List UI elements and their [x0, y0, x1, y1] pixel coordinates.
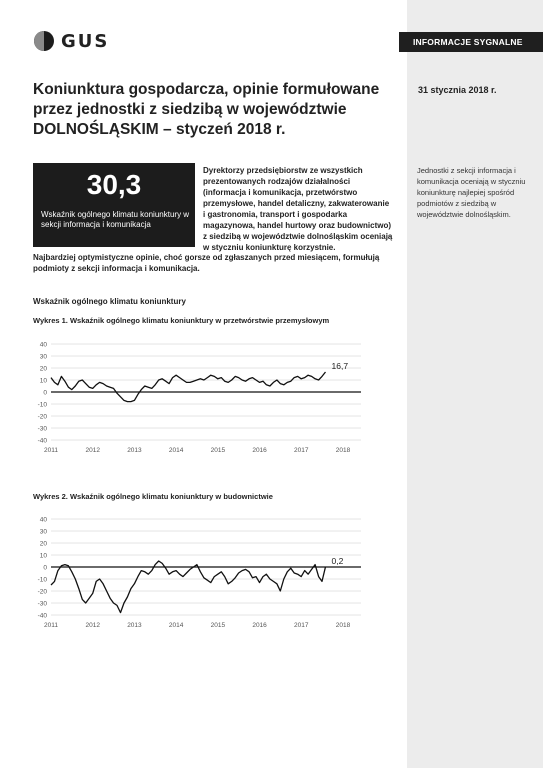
y-tick-label: -30 [37, 600, 47, 608]
sidebar-panel [407, 0, 543, 768]
kpi-box [33, 163, 195, 247]
x-tick-label: 2014 [168, 622, 184, 629]
y-tick-label: 10 [39, 552, 47, 560]
y-tick-label: -10 [37, 401, 47, 409]
chart-title: Wykres 1. Wskaźnik ogólnego klimatu koniunktury w przetwórstwie przemysłowym [33, 316, 330, 325]
y-tick-label: -10 [37, 576, 47, 584]
y-tick-label: 0 [43, 564, 47, 572]
intro-paragraph-2: Najbardziej optymistyczne opinie, choć gorsze od zgłaszanych przed miesiącem, formułują podmioty z sekcji informacja i komunikacja. [33, 253, 380, 273]
kpi-label: Wskaźnik ogólnego klimatu koniunktury w sekcji informacja i komunikacja [41, 210, 190, 229]
x-tick-label: 2017 [294, 447, 309, 454]
title-line: Koniunktura gospodarcza, opinie formułowane [33, 81, 380, 98]
y-tick-label: 40 [39, 516, 47, 524]
kpi-value: 30,3 [86, 169, 142, 200]
y-tick-label: 30 [39, 353, 47, 361]
logo-text: GUS [61, 30, 110, 52]
series-line [51, 372, 326, 402]
y-tick-label: 20 [39, 365, 47, 373]
end-value-label: 16,7 [331, 360, 349, 371]
x-tick-label: 2015 [210, 622, 226, 629]
y-tick-label: 0 [43, 389, 47, 397]
x-tick-label: 2011 [44, 622, 58, 629]
section-tag: INFORMACJE SYGNALNE [399, 32, 543, 52]
x-tick-label: 2011 [44, 447, 58, 454]
y-tick-label: -20 [37, 413, 47, 421]
y-tick-label: -20 [37, 588, 47, 596]
y-tick-label: -40 [37, 612, 47, 620]
chart-title: Wykres 2. Wskaźnik ogólnego klimatu koniunktury w budownictwie [33, 492, 273, 501]
intro-paragraph: Dyrektorzy przedsiębiorstw ze wszystkich prezentowanych rodzajów działalności (informacja i komunikacja, przetwórstwo przemysłowe, handel detaliczny, zakwaterowanie i gastronomia, transport i gospodarka magazynowa, handel hurtowy oraz budownictwo) z siedzibą w województwie dolnośląskim oceniają w styczniu koniunkturę korzystnie. [203, 166, 393, 252]
publication-date: 31 stycznia 2018 r. [418, 85, 497, 95]
title-line: przez jednostki z siedzibą w województwie [33, 101, 347, 118]
x-tick-label: 2017 [294, 622, 309, 629]
x-tick-label: 2016 [252, 447, 267, 454]
page-title [33, 80, 393, 140]
section-heading: Wskaźnik ogólnego klimatu koniunktury [33, 297, 186, 306]
logo-mark-icon [33, 30, 55, 52]
x-tick-label: 2013 [127, 622, 142, 629]
x-tick-label: 2012 [85, 622, 100, 629]
y-tick-label: 10 [39, 377, 47, 385]
x-tick-label: 2015 [210, 447, 226, 454]
line-chart-construction [33, 515, 383, 633]
x-tick-label: 2016 [252, 622, 267, 629]
series-line [51, 561, 326, 613]
x-tick-label: 2012 [85, 447, 100, 454]
y-tick-label: 30 [39, 528, 47, 536]
x-tick-label: 2014 [168, 447, 184, 454]
title-line: DOLNOŚLĄSKIM – styczeń 2018 r. [33, 121, 286, 138]
y-tick-label: 40 [39, 341, 47, 349]
end-value-label: 0,2 [331, 555, 344, 566]
x-tick-label: 2018 [335, 447, 351, 454]
y-tick-label: -30 [37, 425, 47, 433]
y-tick-label: 20 [39, 540, 47, 548]
x-tick-label: 2018 [335, 622, 351, 629]
y-tick-label: -40 [37, 437, 47, 445]
gus-logo [33, 30, 109, 52]
x-tick-label: 2013 [127, 447, 142, 454]
line-chart-industry [33, 340, 383, 458]
sidebar-note: Jednostki z sekcji informacja i komunikacja oceniają w styczniu koniunkturę najlepiej spośród podmiotów z siedzibą w województwie dolnośląskim. [417, 166, 526, 219]
